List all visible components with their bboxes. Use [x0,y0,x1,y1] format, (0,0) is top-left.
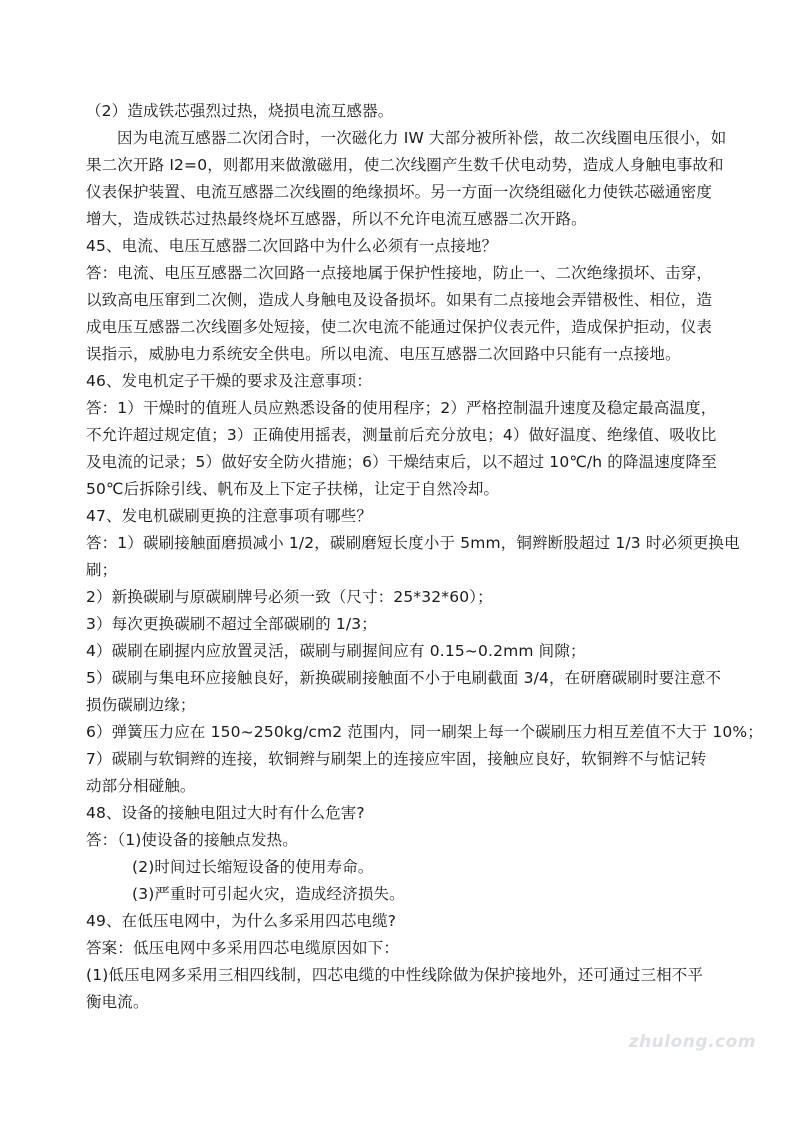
question-heading: 49、在低压电网中，为什么多采用四芯电缆? [86,912,397,930]
text-line: 成电压互感器二次线圈多处短接，使二次电流不能通过保护仪表元件，造成保护拒动，仪表 [86,318,713,336]
text-line: 以致高电压窜到二次侧，造成人身触电及设备损坏。如果有二点接地会弄错极性、相位，造 [86,291,713,309]
list-item: 4）碳刷在刷握内应放置灵活，碳刷与刷握间应有 0.15~0.2mm 间隙； [86,642,586,660]
text-line: 误指示，威胁电力系统安全供电。所以电流、电压互感器二次回路中只能有一点接地。 [86,345,681,363]
question-heading: 48、设备的接触电阻过大时有什么危害? [86,804,365,822]
text-line: 动部分相碰触。 [86,777,196,795]
answer-line: 答：1）碳刷接触面磨损减小 1/2，碳刷磨短长度小于 5mm，铜辫断股超过 1/3 时必须更换电 [86,534,740,552]
text-line: 因为电流互感器二次闭合时，一次磁化力 IW 大部分被所补偿，故二次线圈电压很小，如 [117,129,727,147]
text-line: 果二次开路 I2=0，则都用来做激磁用，使二次线圈产生数千伏电动势，造成人身触电事故和 [86,156,724,174]
list-item: (3)严重时可引起火灾，造成经济损失。 [132,885,405,903]
question-heading: 47、发电机碳刷更换的注意事项有哪些？ [86,507,373,525]
text-line: 50℃后拆除引线、帆布及上下定子扶梯，让定于自然冷却。 [86,480,500,498]
answer-line: 答：1）干燥时的值班人员应熟悉设备的使用程序；2）严格控制温升速度及稳定最高温度， [86,399,717,417]
text-line: 衡电流。 [86,993,149,1011]
list-item: (2)时间过长缩短设备的使用寿命。 [132,858,374,876]
answer-line: 答：电流、电压互感器二次回路一点接地属于保护性接地，防止一、二次绝缘损坏、击穿， [86,264,713,282]
list-item: 7）碳刷与软铜辫的连接，软铜辫与刷架上的连接应牢固，接触应良好，软铜辫不与惦记转 [86,750,707,768]
text-line: 不允许超过规定值；3）正确使用摇表，测量前后充分放电；4）做好温度、绝缘值、吸收比 [86,426,717,444]
answer-line: 答案：低压电网中多采用四芯电缆原因如下： [86,939,400,957]
question-heading: 45、电流、电压互感器二次回路中为什么必须有一点接地？ [86,237,498,255]
question-heading: 46、发电机定子干燥的要求及注意事项： [86,372,373,390]
list-item: 6）弹簧压力应在 150~250kg/cm2 范围内，同一刷架上每一个碳刷压力相互差值不大于 10%； [86,723,763,741]
text-line: 及电流的记录；5）做好安全防火措施；6）干燥结束后，以不超过 10℃/h 的降温速度降至 [86,453,717,471]
text-line: 刷； [86,561,118,579]
watermark-logo: zhulong.com [628,1032,756,1052]
document-body [86,100,763,1018]
text-line: （2）造成铁芯强烈过热，烧损电流互感器。 [86,102,394,120]
text-line: 损伤碳刷边缘； [86,696,196,714]
list-item: 3）每次更换碳刷不超过全部碳刷的 1/3； [86,615,377,633]
list-item: 5）碳刷与集电环应接触良好，新换碳刷接触面不小于电刷截面 3/4，在研磨碳刷时要注意不 [86,669,722,687]
text-line: 仪表保护装置、电流互感器二次线圈的绝缘损坏。另一方面一次绕组磁化力使铁芯磁通密度 [86,183,713,201]
text-line: 增大，造成铁芯过热最终烧坏互感器，所以不允许电流互感器二次开路。 [86,210,587,228]
list-item: 2）新换碳刷与原碳刷牌号必须一致（尺寸：25*32*60）； [86,588,493,606]
answer-line: 答：（1)使设备的接触点发热。 [86,831,298,849]
list-item: (1)低压电网多采用三相四线制，四芯电缆的中性线除做为保护接地外，还可通过三相不平 [86,966,704,984]
